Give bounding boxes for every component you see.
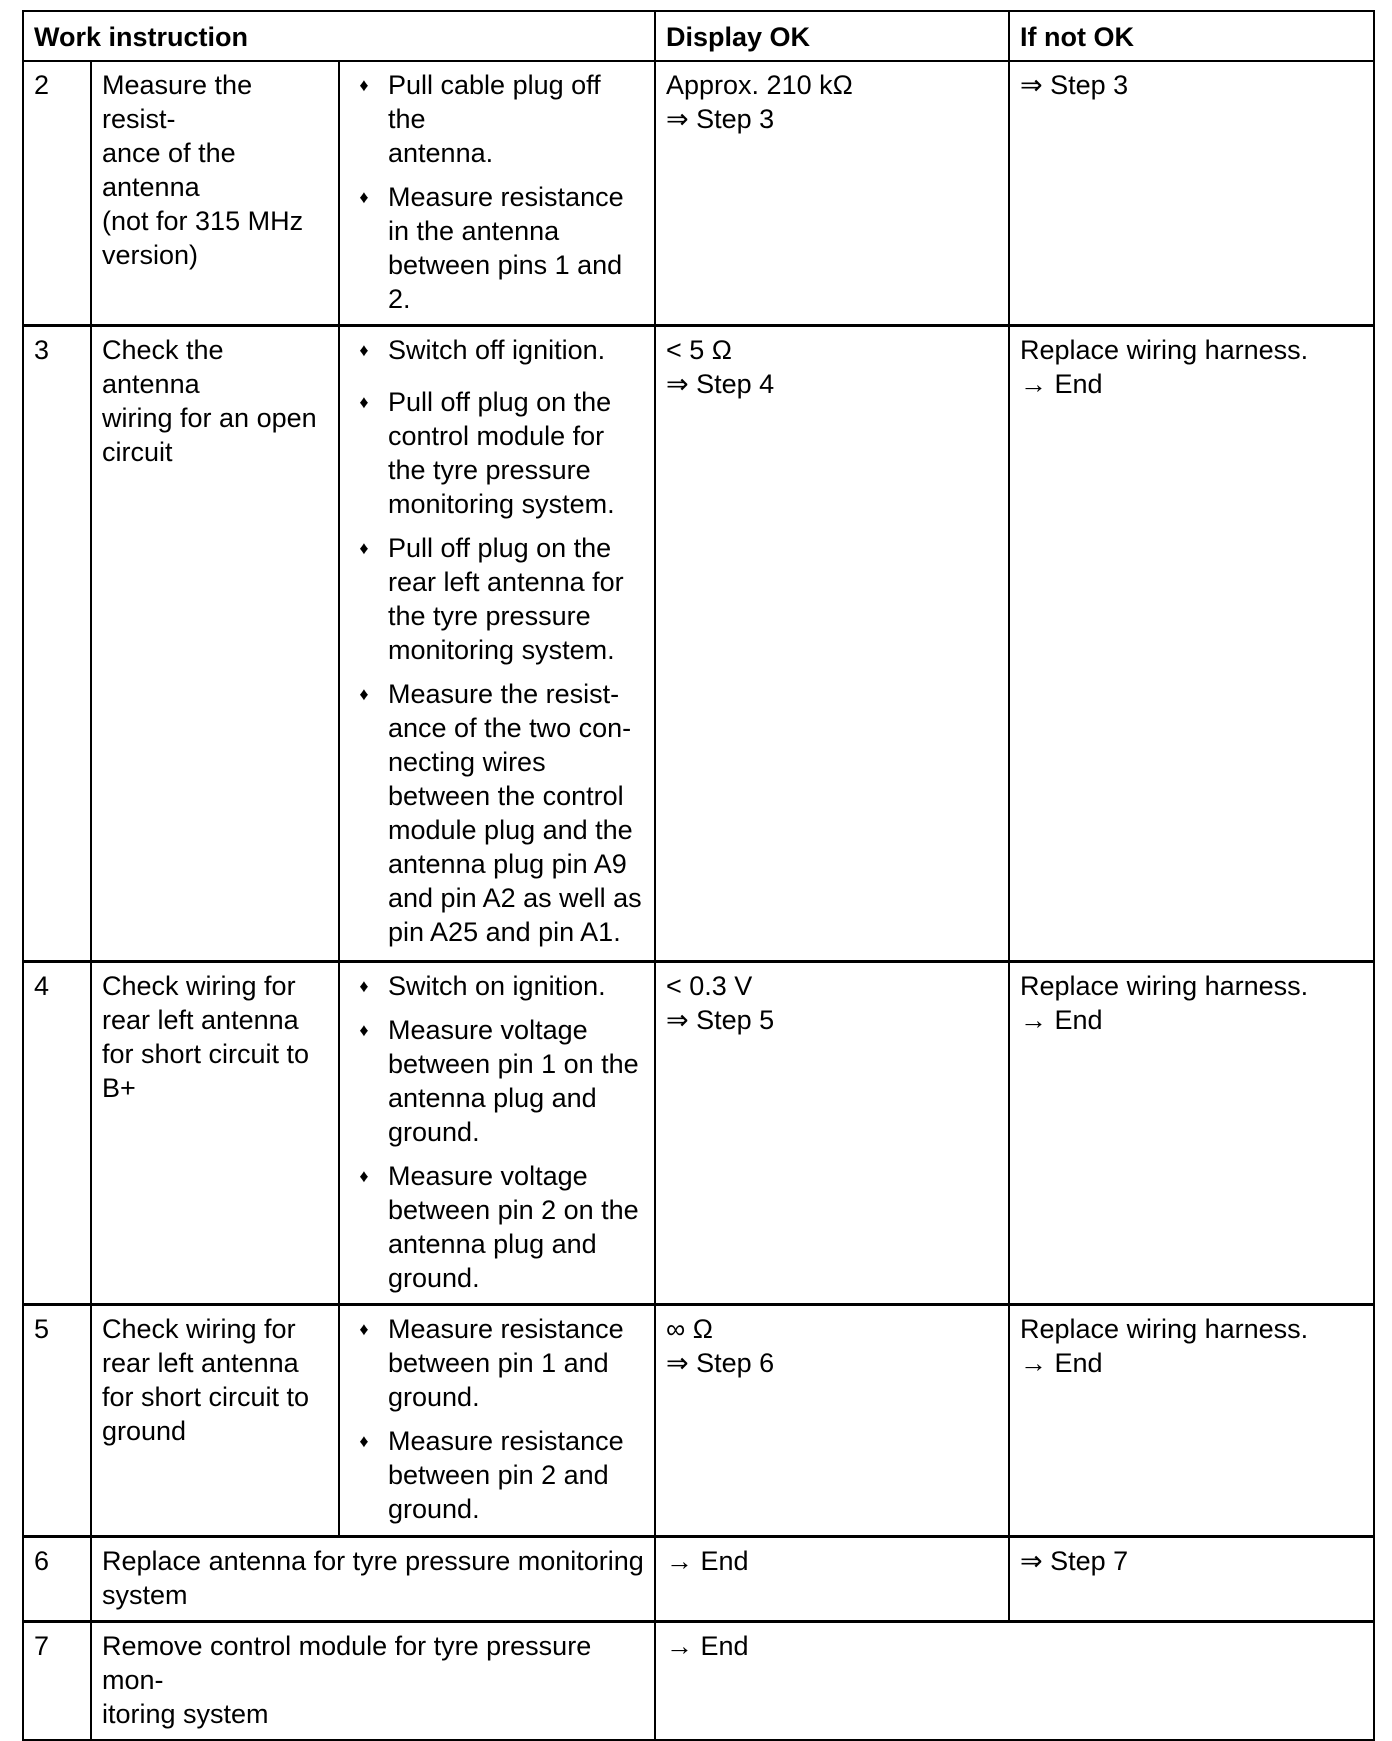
if-not-ok-value: Replace wiring harness. → End — [1009, 1305, 1374, 1537]
work-instruction-table — [22, 10, 1375, 1741]
bullet-icon: ♦ — [359, 340, 369, 360]
bullet-icon: ♦ — [359, 187, 369, 207]
bullet-icon: ♦ — [359, 75, 369, 95]
action-list — [350, 969, 644, 1295]
step-number: 6 — [23, 1537, 91, 1622]
header-row — [23, 11, 1374, 61]
action-item — [350, 531, 644, 667]
bullet-icon: ♦ — [359, 538, 369, 558]
check-description: Check wiring for rear left antenna for short circuit to B+ — [91, 962, 339, 1305]
bullet-icon: ♦ — [359, 1020, 369, 1040]
step-number: 7 — [23, 1622, 91, 1741]
bullet-icon: ♦ — [359, 1166, 369, 1186]
action-text: Pull cable plug off the antenna. — [388, 70, 601, 168]
step-number: 5 — [23, 1305, 91, 1537]
display-ok-value: → End — [655, 1622, 1374, 1741]
action-list — [350, 68, 644, 316]
table-row — [23, 962, 1374, 1305]
step-number: 4 — [23, 962, 91, 1305]
bullet-icon: ♦ — [359, 976, 369, 996]
bullet-icon: ♦ — [359, 1319, 369, 1339]
action-text: Measure resistance between pin 1 and ground. — [388, 1314, 624, 1412]
display-ok-value: < 5 Ω ⇒ Step 4 — [655, 326, 1009, 962]
action-item — [350, 385, 644, 521]
check-description: Measure the resist- ance of the antenna (not for 315 MHz version) — [91, 61, 339, 326]
header-if-not-ok: If not OK — [1009, 11, 1374, 61]
action-text: Measure voltage between pin 2 on the antenna plug and ground. — [388, 1161, 639, 1293]
display-ok-value: Approx. 210 kΩ ⇒ Step 3 — [655, 61, 1009, 326]
action-text: Measure voltage between pin 1 on the antenna plug and ground. — [388, 1015, 639, 1147]
check-description: Check wiring for rear left antenna for short circuit to ground — [91, 1305, 339, 1537]
action-cell — [339, 1305, 655, 1537]
action-text: Pull off plug on the rear left antenna for the tyre pressure monitoring system. — [388, 533, 624, 665]
display-ok-value: < 0.3 V ⇒ Step 5 — [655, 962, 1009, 1305]
action-text: Measure the resist- ance of the two con- necting wires between the control module plug and the antenna plug pin A9 and pin A2 as well as pin A25 and pin A1. — [388, 679, 642, 947]
action-cell — [339, 326, 655, 962]
action-item — [350, 969, 644, 1003]
instruction-text: Replace antenna for tyre pressure monitoring system — [91, 1537, 655, 1622]
display-ok-value: ∞ Ω ⇒ Step 6 — [655, 1305, 1009, 1537]
action-item — [350, 677, 644, 949]
if-not-ok-value: Replace wiring harness. → End — [1009, 326, 1374, 962]
action-text: Switch off ignition. — [388, 335, 606, 365]
check-description: Check the antenna wiring for an open circuit — [91, 326, 339, 962]
action-item — [350, 1424, 644, 1526]
bullet-icon: ♦ — [359, 684, 369, 704]
action-text: Switch on ignition. — [388, 971, 606, 1001]
action-text: Measure resistance between pin 2 and ground. — [388, 1426, 624, 1524]
action-cell — [339, 962, 655, 1305]
table-row — [23, 1537, 1374, 1622]
table-row — [23, 1622, 1374, 1741]
if-not-ok-value: Replace wiring harness. → End — [1009, 962, 1374, 1305]
action-cell — [339, 61, 655, 326]
display-ok-value: → End — [655, 1537, 1009, 1622]
action-item — [350, 1312, 644, 1414]
step-number: 2 — [23, 61, 91, 326]
action-item — [350, 1159, 644, 1295]
action-list — [350, 333, 644, 949]
table-row — [23, 1305, 1374, 1537]
step-number: 3 — [23, 326, 91, 962]
action-text: Pull off plug on the control module for the tyre pressure monitoring system. — [388, 387, 615, 519]
action-item — [350, 333, 644, 367]
action-list — [350, 1312, 644, 1526]
if-not-ok-value: ⇒ Step 3 — [1009, 61, 1374, 326]
action-item — [350, 180, 644, 316]
table-row — [23, 326, 1374, 962]
action-text: Measure resistance in the antenna between pins 1 and 2. — [388, 182, 624, 314]
bullet-icon: ♦ — [359, 1431, 369, 1451]
table-row — [23, 61, 1374, 326]
instruction-text: Remove control module for tyre pressure mon- itoring system — [91, 1622, 655, 1741]
action-item — [350, 68, 644, 170]
header-work-instruction: Work instruction — [23, 11, 655, 61]
action-item — [350, 1013, 644, 1149]
if-not-ok-value: ⇒ Step 7 — [1009, 1537, 1374, 1622]
bullet-icon: ♦ — [359, 392, 369, 412]
header-display-ok: Display OK — [655, 11, 1009, 61]
